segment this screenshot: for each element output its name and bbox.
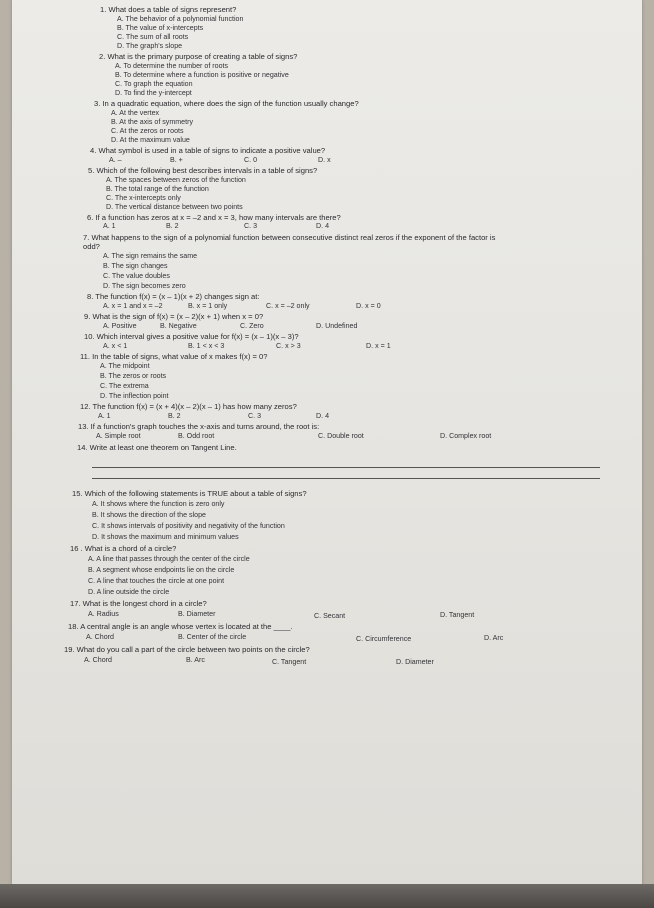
q16-option-a: A. A line that passes through the center of the circle: [88, 555, 250, 563]
q7-option-a: A. The sign remains the same: [103, 252, 198, 260]
q7-option-b: B. The sign changes: [103, 262, 168, 270]
q8-option-d: D. x = 0: [356, 302, 381, 310]
q11-option-b: B. The zeros or roots: [100, 372, 167, 380]
q3-option-b: B. At the axis of symmetry: [111, 118, 193, 126]
q9-option-c: C. Zero: [240, 322, 264, 330]
q15-option-b: B. It shows the direction of the slope: [92, 511, 206, 519]
q18-option-d: D. Arc: [484, 634, 504, 642]
q3-option-c: C. At the zeros or roots: [111, 127, 184, 135]
question-5: 5. Which of the following best describes intervals in a table of signs?: [88, 166, 318, 175]
q5-option-b: B. The total range of the function: [106, 185, 209, 193]
q13-option-b: B. Odd root: [178, 432, 215, 440]
q6-option-d: D. 4: [316, 222, 330, 230]
question-4: 4. What symbol is used in a table of signs to indicate a positive value?: [90, 146, 326, 155]
q18-option-c: C. Circumference: [356, 635, 412, 643]
q16-option-d: D. A line outside the circle: [88, 588, 170, 596]
question-7: 7. What happens to the sign of a polynomial function between consecutive distinct real zeros if the exponent of the factor is: [83, 233, 496, 242]
q18-option-a: A. Chord: [86, 633, 114, 641]
q17-option-d: D. Tangent: [440, 611, 475, 619]
q2-option-b: B. To determine where a function is positive or negative: [115, 71, 289, 79]
q8-option-a: A. x = 1 and x = –2: [103, 302, 163, 310]
q12-option-d: D. 4: [316, 412, 330, 420]
q17-option-b: B. Diameter: [178, 610, 216, 618]
q1-option-b: B. The value of x-intercepts: [117, 24, 204, 32]
question-1: 1. What does a table of signs represent?: [100, 5, 237, 14]
question-18: 18. A central angle is an angle whose vertex is located at the ____.: [68, 622, 293, 631]
q15-option-c: C. It shows intervals of positivity and negativity of the function: [92, 522, 285, 530]
q16-option-b: B. A segment whose endpoints lie on the circle: [88, 566, 235, 574]
question-15: 15. Which of the following statements is TRUE about a table of signs?: [72, 489, 307, 498]
q13-option-d: D. Complex root: [440, 432, 492, 440]
q9-option-a: A. Positive: [103, 322, 137, 330]
q16-option-c: C. A line that touches the circle at one point: [88, 577, 225, 585]
q17-option-c: C. Secant: [314, 612, 346, 620]
q3-option-a: A. At the vertex: [111, 109, 160, 117]
table-surface: [0, 884, 654, 908]
q2-option-c: C. To graph the equation: [115, 80, 193, 88]
q19-option-a: A. Chord: [84, 656, 112, 664]
q19-option-d: D. Diameter: [396, 658, 434, 666]
question-12: 12. The function f(x) = (x + 4)(x – 2)(x – 1) has how many zeros?: [80, 402, 297, 411]
q10-option-c: C. x > 3: [276, 342, 301, 350]
question-8: 8. The function f(x) = (x – 1)(x + 2) changes sign at:: [87, 292, 260, 301]
q15-option-d: D. It shows the maximum and minimum values: [92, 533, 239, 541]
q8-option-c: C. x = –2 only: [266, 302, 310, 310]
q5-option-c: C. The x-intercepts only: [106, 194, 181, 202]
question-14: 14. Write at least one theorem on Tangent Line.: [77, 443, 237, 452]
q5-option-d: D. The vertical distance between two points: [106, 203, 243, 211]
q4-option-b: B. +: [170, 156, 183, 164]
q7-option-d: D. The sign becomes zero: [103, 282, 186, 290]
question-16: 16 . What is a chord of a circle?: [70, 544, 177, 553]
q4-option-d: D. x: [318, 156, 331, 164]
q17-option-a: A. Radius: [88, 610, 119, 618]
q6-option-c: C. 3: [244, 222, 258, 230]
question-7-continued: odd?: [83, 242, 100, 251]
q19-option-b: B. Arc: [186, 656, 205, 664]
q3-option-d: D. At the maximum value: [111, 136, 190, 144]
q7-option-c: C. The value doubles: [103, 272, 170, 280]
question-6: 6. If a function has zeros at x = –2 and x = 3, how many intervals are there?: [87, 213, 341, 222]
question-17: 17. What is the longest chord in a circle?: [70, 599, 207, 608]
q1-option-a: A. The behavior of a polynomial function: [117, 15, 244, 23]
q10-option-a: A. x < 1: [103, 342, 128, 350]
q2-option-d: D. To find the y-intercept: [115, 89, 192, 97]
q6-option-b: B. 2: [166, 222, 179, 230]
question-2: 2. What is the primary purpose of creating a table of signs?: [99, 52, 298, 61]
q12-option-a: A. 1: [98, 412, 111, 420]
answer-line-2[interactable]: [92, 478, 600, 479]
q1-option-d: D. The graph's slope: [117, 42, 183, 50]
q11-option-c: C. The extrema: [100, 382, 149, 390]
question-10: 10. Which interval gives a positive value for f(x) = (x – 1)(x – 3)?: [84, 332, 299, 341]
q10-option-d: D. x = 1: [366, 342, 391, 350]
q2-option-a: A. To determine the number of roots: [115, 62, 229, 70]
answer-line-1[interactable]: [92, 467, 600, 468]
question-3: 3. In a quadratic equation, where does the sign of the function usually change?: [94, 99, 359, 108]
worksheet-paper: [12, 0, 642, 884]
q11-option-a: A. The midpoint: [100, 362, 150, 370]
q12-option-c: C. 3: [248, 412, 262, 420]
q19-option-c: C. Tangent: [272, 658, 307, 666]
q6-option-a: A. 1: [103, 222, 116, 230]
q9-option-d: D. Undefined: [316, 322, 358, 330]
question-19: 19. What do you call a part of the circle between two points on the circle?: [64, 645, 310, 654]
q5-option-a: A. The spaces between zeros of the function: [106, 176, 246, 184]
q13-option-c: C. Double root: [318, 432, 364, 440]
q11-option-d: D. The inflection point: [100, 392, 169, 400]
q4-option-a: A. –: [109, 156, 122, 164]
q15-option-a: A. It shows where the function is zero only: [92, 500, 225, 508]
q9-option-b: B. Negative: [160, 322, 197, 330]
q10-option-b: B. 1 < x < 3: [188, 342, 225, 350]
q18-option-b: B. Center of the circle: [178, 633, 247, 641]
question-13: 13. If a function's graph touches the x-axis and turns around, the root is:: [78, 422, 320, 431]
q13-option-a: A. Simple root: [96, 432, 141, 440]
question-9: 9. What is the sign of f(x) = (x – 2)(x + 1) when x = 0?: [84, 312, 264, 321]
question-11: 11. In the table of signs, what value of x makes f(x) = 0?: [80, 352, 268, 361]
q8-option-b: B. x = 1 only: [188, 302, 228, 310]
q12-option-b: B. 2: [168, 412, 181, 420]
q1-option-c: C. The sum of all roots: [117, 33, 189, 41]
q4-option-c: C. 0: [244, 156, 258, 164]
